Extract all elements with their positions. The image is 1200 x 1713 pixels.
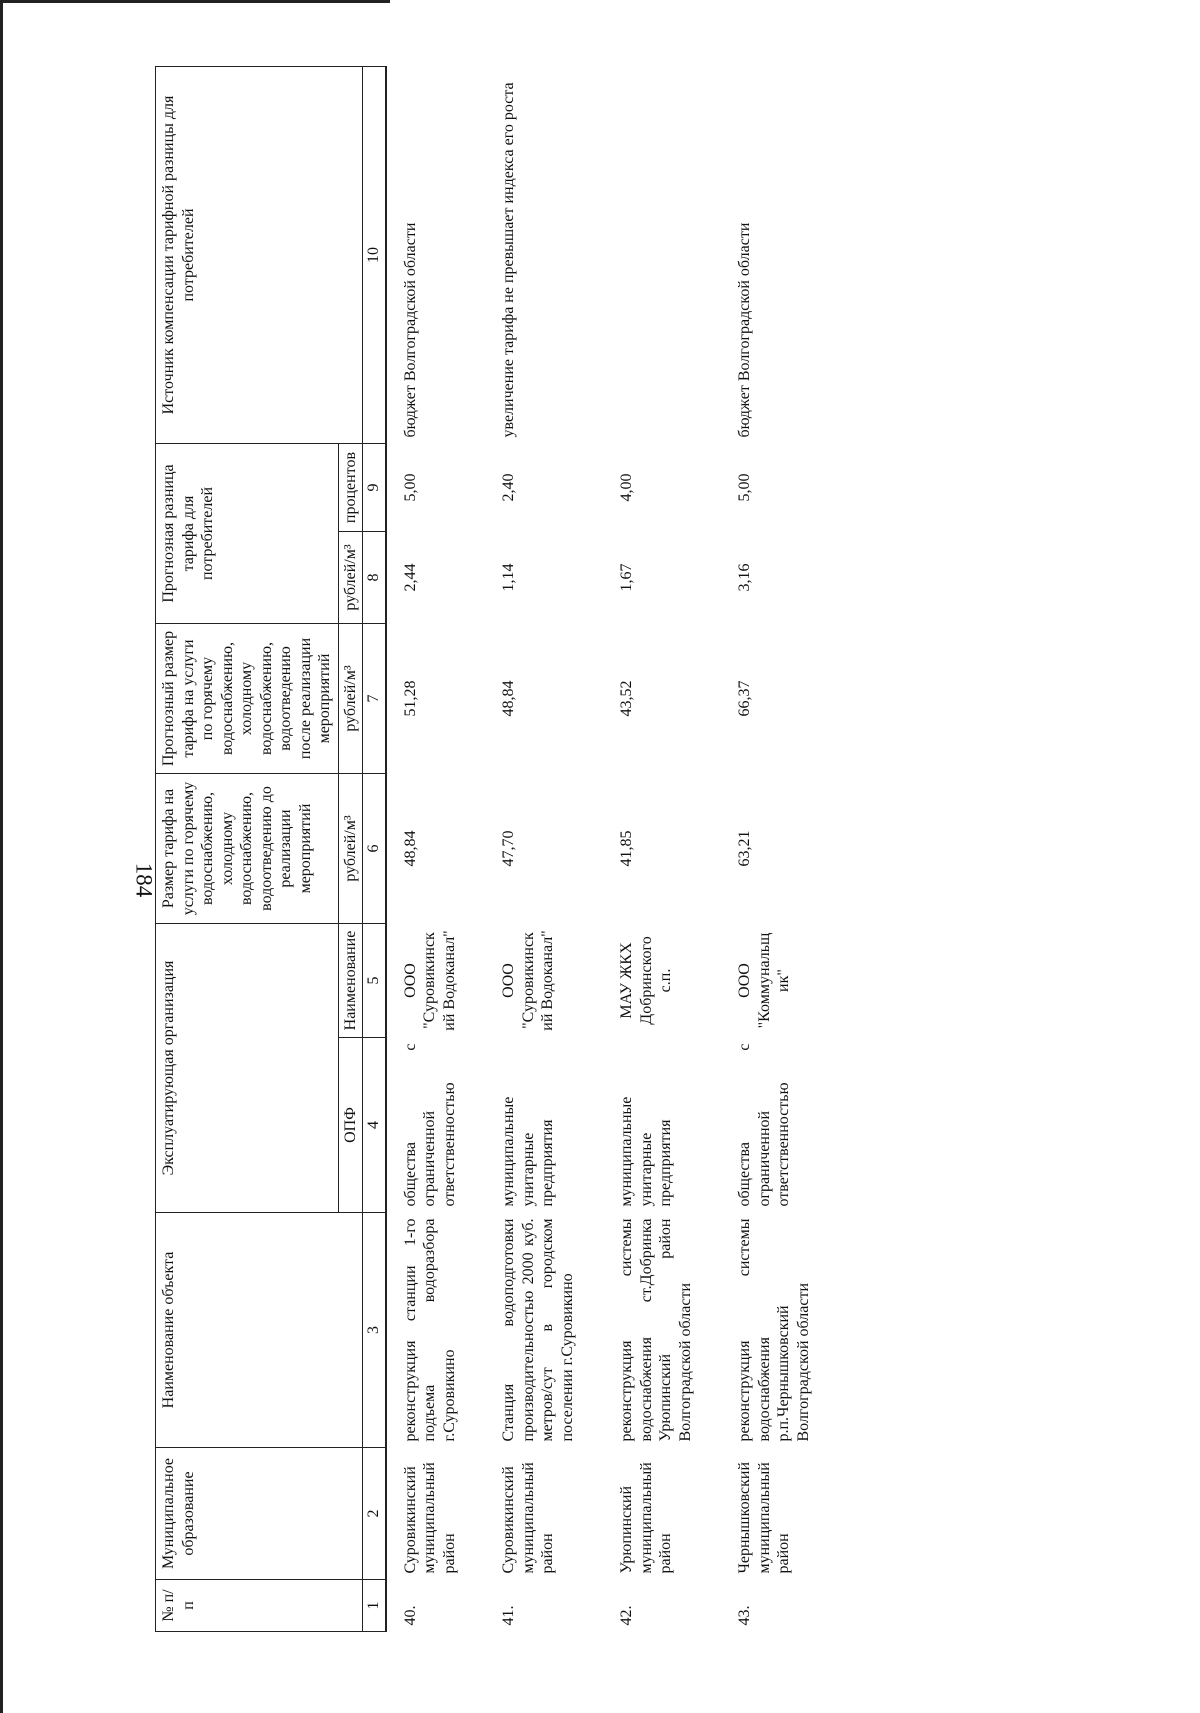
row-municipality: Суровикинский муниципальный район — [500, 1462, 557, 1574]
unit-tariff-before: рублей/м³ — [338, 774, 363, 924]
row-tariff-before: 47,70 — [500, 830, 518, 867]
row-name: МАУ ЖКХ Добринского с.п. — [618, 936, 675, 1025]
row-object: реконструкция системы водоснабжения р.п.Чернышковский Волгоградской области — [736, 1218, 812, 1442]
row-diff-rub: 1,67 — [618, 563, 636, 592]
header-tariff-before: Размер тарифа на услуги по горячему водоснабжению, холодному водоснабжению, водоотведению до реализации мероприятий — [156, 774, 339, 924]
header-tariff-after: Прогнозный размер тарифа на услуги по горячему водоснабжению, холодному водоснабжению, водоотведению после реализации мероприятий — [156, 624, 339, 774]
table-header — [156, 67, 386, 1632]
row-opf: общества с ограниченной ответственностью — [736, 1043, 793, 1207]
row-object: реконструкция системы водоснабжения ст.Добринка Урюпинский район Волгоградской области — [618, 1218, 694, 1442]
row-diff-rub: 2,44 — [401, 563, 419, 592]
header-opf: ОПФ — [338, 1038, 363, 1213]
header-municipality: Муниципальное образование — [156, 1448, 363, 1580]
row-tariff-before: 41,85 — [618, 830, 636, 867]
header-difference: Прогнозная разница тарифа для потребителей — [156, 444, 339, 624]
row-diff-pct: 4,00 — [618, 473, 636, 502]
column-number-row — [363, 67, 386, 1632]
table-row — [713, 67, 831, 1632]
scan-edge-top — [0, 0, 390, 3]
row-opf: муниципальные унитарные предприятия — [500, 1096, 557, 1207]
page-number-text: 184 — [131, 862, 156, 898]
row-diff-pct: 2,40 — [500, 473, 518, 502]
header-object: Наименование объекта — [156, 1213, 363, 1448]
unit-tariff-after: рублей/м³ — [338, 624, 363, 774]
column-number: 8 — [363, 532, 386, 624]
row-municipality: Суровикинский муниципальный район — [401, 1462, 458, 1574]
table-row — [386, 67, 478, 1632]
row-opf: муниципальные унитарные предприятия — [618, 1096, 675, 1207]
column-number: 5 — [363, 924, 386, 1038]
header-name: Наименование — [338, 924, 363, 1038]
unit-diff-pct: процентов — [338, 444, 363, 532]
page-number — [130, 855, 156, 905]
unit-diff-rub: рублей/м³ — [338, 532, 363, 624]
column-number: 10 — [363, 67, 386, 444]
table-row — [477, 67, 595, 1632]
row-num: 43. — [736, 1605, 754, 1626]
row-opf: общества с ограниченной ответственностью — [401, 1043, 458, 1207]
row-diff-rub: 3,16 — [736, 563, 754, 592]
row-tariff-before: 63,21 — [736, 830, 754, 867]
row-tariff-after: 43,52 — [618, 680, 636, 717]
column-number: 1 — [363, 1580, 386, 1632]
row-num: 41. — [500, 1605, 518, 1626]
header-row-main — [156, 67, 339, 1632]
column-number: 7 — [363, 624, 386, 774]
row-diff-pct: 5,00 — [736, 473, 754, 502]
scan-edge-left — [0, 0, 3, 1713]
row-source — [595, 67, 713, 444]
row-object: реконструкция станции 1-го подъема водоразбора г.Суровикино — [401, 1218, 458, 1442]
row-source: бюджет Волгоградской области — [401, 222, 419, 438]
row-name: ООО "Суровикинский Водоканал" — [401, 930, 458, 1031]
column-number: 4 — [363, 1038, 386, 1213]
row-tariff-after: 48,84 — [500, 680, 518, 717]
row-name: ООО "Коммунальщик" — [736, 932, 793, 1029]
row-num: 40. — [401, 1605, 419, 1626]
row-tariff-before: 48,84 — [401, 830, 419, 867]
row-tariff-after: 51,28 — [401, 680, 419, 717]
header-num: № п/п — [156, 1580, 363, 1632]
row-num: 42. — [618, 1605, 636, 1626]
row-source: увеличение тарифа не превышает индекса его роста — [500, 82, 518, 438]
column-number: 3 — [363, 1213, 386, 1448]
row-name: ООО "Суровикинский Водоканал" — [500, 930, 557, 1031]
header-operator: Эксплуатирующая организация — [156, 924, 339, 1213]
row-diff-rub: 1,14 — [500, 563, 518, 592]
column-number: 9 — [363, 444, 386, 532]
row-municipality: Чернышковский муниципальный район — [736, 1461, 793, 1574]
row-diff-pct: 5,00 — [401, 473, 419, 502]
row-tariff-after: 66,37 — [736, 680, 754, 717]
header-source: Источник компенсации тарифной разницы для потребителей — [156, 67, 363, 444]
row-object: Станция водоподготовки производительностью 2000 куб. метров/сут в городском поселении г.Суровикино — [500, 1218, 576, 1442]
column-number: 6 — [363, 774, 386, 924]
rotated-table-container — [155, 67, 1085, 1632]
table-row — [595, 67, 713, 1632]
tariff-table — [155, 66, 831, 1632]
column-number: 2 — [363, 1448, 386, 1580]
table-body — [386, 67, 832, 1632]
row-source: бюджет Волгоградской области — [736, 222, 754, 438]
row-municipality: Урюпинский муниципальный район — [618, 1462, 675, 1574]
